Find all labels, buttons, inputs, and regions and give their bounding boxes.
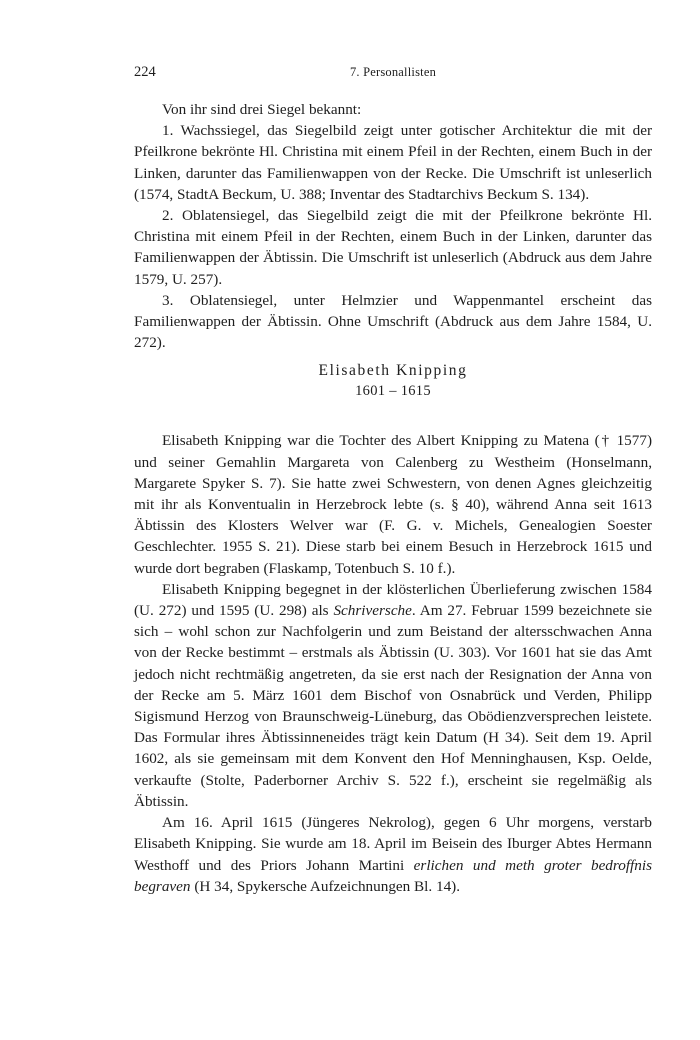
- book-page: [134, 0, 652, 897]
- paragraph-3-text-a: Am 16. April 1615 (Jüngeres Nekrolog), gegen 6 Uhr morgens, verstarb Elisabeth Knipping. Sie wurde am 18. April im Beisein des Iburger Abtes Hermann Westhoff und des Priors Johann Martini: [134, 814, 652, 874]
- page-number: 224: [134, 64, 156, 80]
- paragraph-3-text-b: (H 34, Spykersche Aufzeichnungen Bl. 14).: [190, 877, 461, 895]
- seal-item-2: 2. Oblatensiegel, das Siegelbild zeigt die mit der Pfeilkrone bekrönte Hl. Christina mit einem Pfeil in der Rechten, einem Buch in der Linken, darunter das Familienwappen der Äbtissin. Die Umschrift ist unleserlich (Abdruck aus dem Jahre 1579, U. 257).: [134, 207, 652, 288]
- term-schriversche: Schriversche: [333, 602, 412, 620]
- entry-name: Elisabeth Knipping: [318, 362, 468, 380]
- body-text: [134, 99, 652, 897]
- seal-item-3: 3. Oblatensiegel, unter Helmzier und Wappenmantel erscheint das Familienwappen der Äbtissin. Ohne Umschrift (Abdruck aus dem Jahre 1584, U. 272).: [134, 291, 652, 352]
- biography: [134, 430, 652, 896]
- seal-item-1: 1. Wachssiegel, das Siegelbild zeigt unter gotischer Architektur die mit der Pfeilkrone bekrönte Hl. Christina mit einem Pfeil in der Rechten, einem Buch in der Linken, darunter das Familienwappen von der Recke. Die Umschrift ist unleserlich (1574, StadtA Beckum, U. 388; Inventar des Stadtarchivs Beckum S. 134).: [134, 122, 652, 203]
- biography-paragraph-2: [134, 579, 652, 812]
- running-head: [134, 64, 652, 84]
- paragraph-2-text-a: Elisabeth Knipping begegnet in der klösterlichen Überlieferung zwischen 1584 (U. 272) und 1595 (U. 298) als: [134, 580, 652, 620]
- burial-quote: erlichen und meth groter bedroffnis begraven: [134, 856, 653, 895]
- running-title: 7. Personallisten: [349, 65, 437, 79]
- entry-years: 1601 – 1615: [355, 383, 431, 400]
- entry-heading: [134, 360, 652, 402]
- paragraph-2-text-b: . Am 27. Februar 1599 bezeichnete sie sich – wohl schon zur Nachfolgerin und zum Beistand der altersschwachen Anna von der Recke bestimmt – erstmals als Äbtissin (U. 303). Vor 1601 hat sie das Amt jedoch nicht rechtmäßig angetreten, da sie erst nach der Resignation der Anna von der Recke am 5. März 1601 dem Bischof von Osnabrück und Verden, Philipp Sigismund Herzog von Braunschweig-Lüneburg, das Obödienzversprechen leistete. Das Formular ihres Äbtissinneneides trägt kein Datum (H 34). Seit dem 19. April 1602, als sie gemeinsam mit dem Konvent den Hof Menninghausen, Ksp. Oelde, verkaufte (Stolte, Paderborner Archiv S. 522 f.), erscheint sie regelmäßig als Äbtissin.: [134, 602, 652, 810]
- biography-paragraph-3: [134, 812, 652, 897]
- seals-intro: Von ihr sind drei Siegel bekannt:: [162, 101, 362, 118]
- biography-paragraph-1: Elisabeth Knipping war die Tochter des Albert Knipping zu Matena († 1577) und seiner Gemahlin Margareta von Calenberg zu Westheim (Honselmann, Margarete Spyker S. 7). Sie hatte zwei Schwestern, von denen Agnes gleichzeitig mit ihr als Konventualin in Herzebrock lebte (s. § 40), während Anna seit 1613 Äbtissin des Klosters Welver war (F. G. v. Michels, Genealogien Soester Geschlechter. 1955 S. 21). Diese starb bei einem Besuch in Herzebrock 1615 und wurde dort begraben (Flaskamp, Totenbuch S. 10 f.).: [134, 432, 652, 577]
